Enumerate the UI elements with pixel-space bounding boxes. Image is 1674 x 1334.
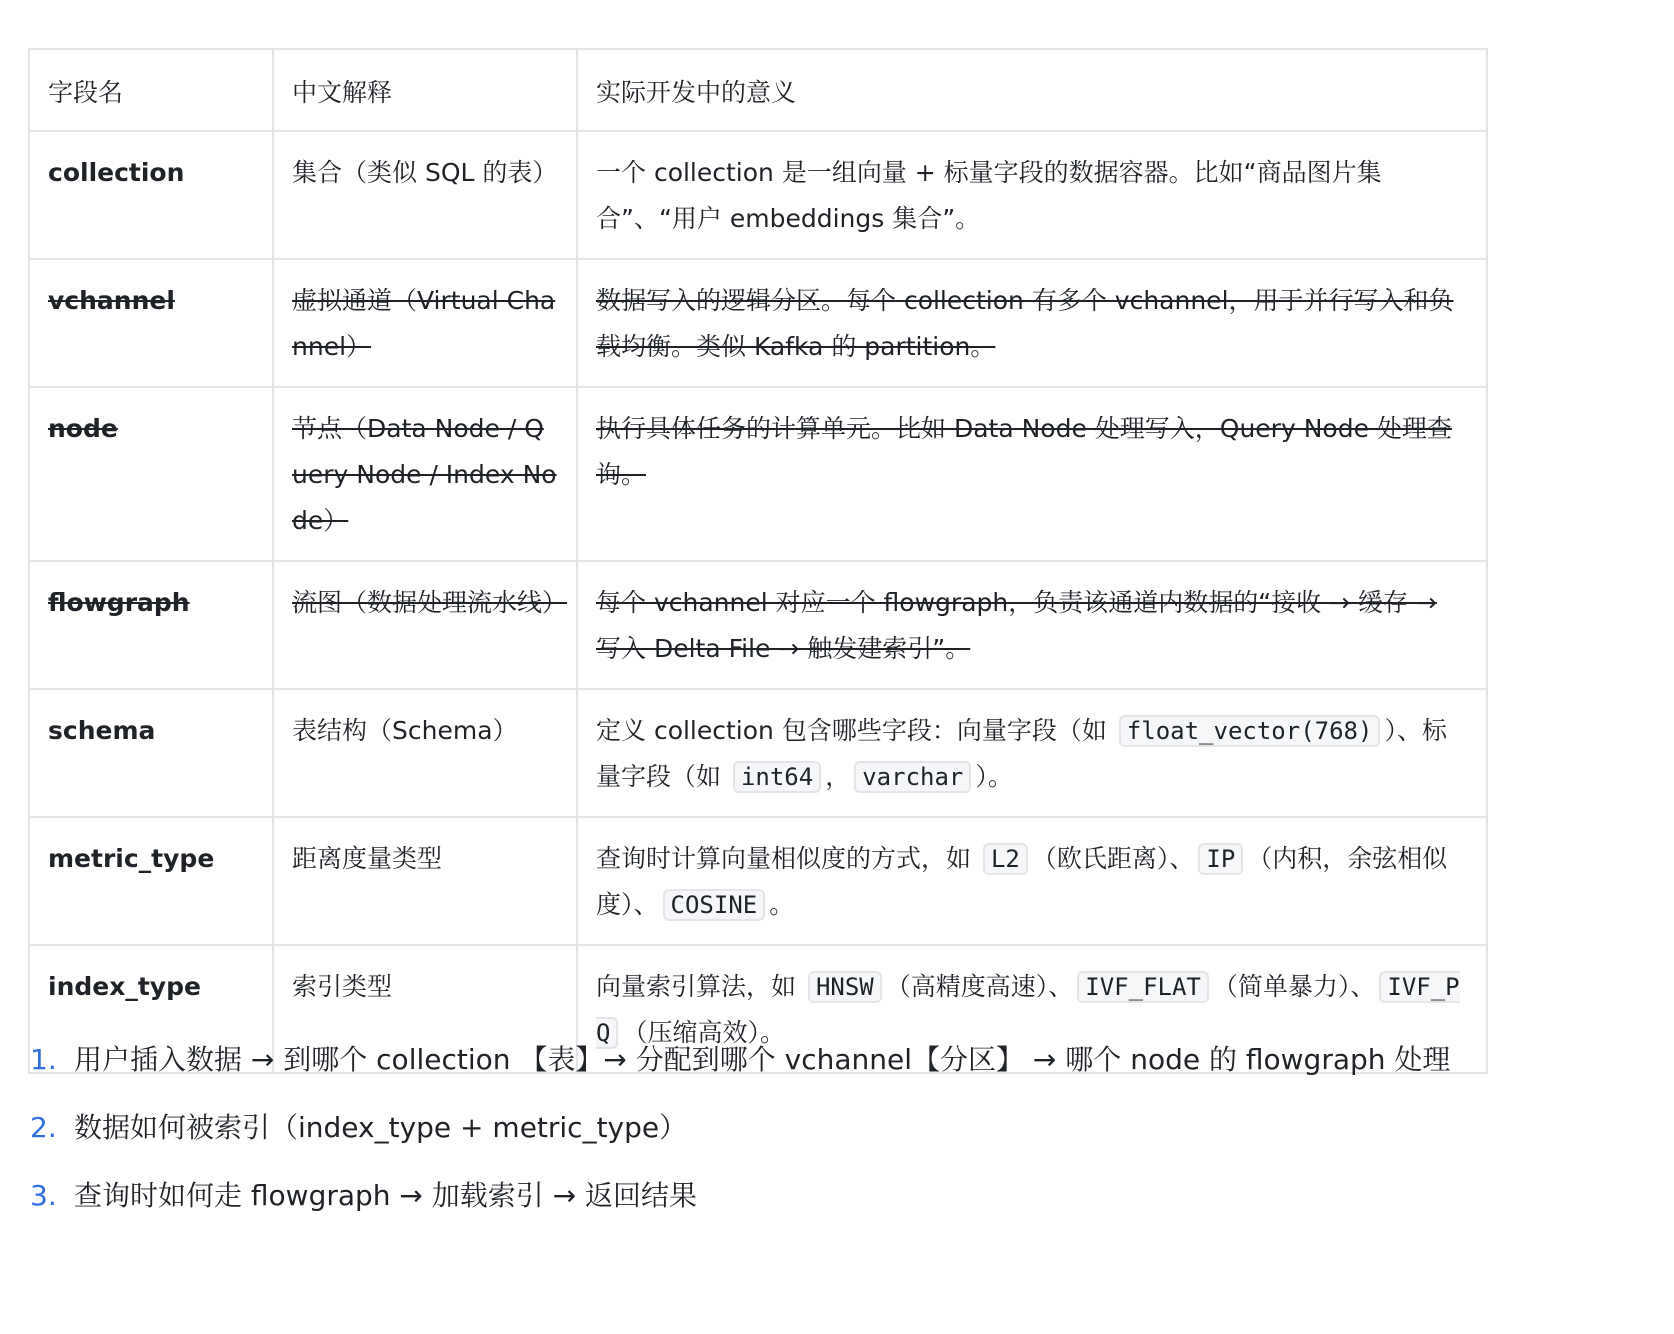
table-row — [29, 561, 1487, 689]
zh-cell: 距离度量类型 — [273, 817, 577, 945]
inline-code: IP — [1198, 843, 1243, 875]
header-cell-field: 字段名 — [29, 49, 273, 131]
zh-text: 节点（Data Node / Query Node / Index Node） — [292, 414, 557, 535]
table-row — [29, 387, 1487, 561]
header-cell-zh: 中文解释 — [273, 49, 577, 131]
meaning-text: 查询时计算向量相似度的方式，如 — [596, 844, 979, 873]
field-name-cell — [29, 387, 273, 561]
list-item — [30, 1108, 1450, 1148]
field-name-cell — [29, 817, 273, 945]
meaning-text: 执行具体任务的计算单元。比如 Data Node 处理写入，Query Node 处理查询。 — [596, 414, 1452, 489]
field-name: index_type — [48, 972, 201, 1001]
meaning-text: （压缩高效）。 — [622, 1018, 785, 1047]
table-row — [29, 259, 1487, 387]
zh-cell — [273, 259, 577, 387]
meaning-text: （高精度高速）、 — [885, 972, 1074, 1001]
header-cell-meaning: 实际开发中的意义 — [577, 49, 1487, 131]
list-item-text: 数据如何被索引（index_type + metric_type） — [74, 1111, 688, 1144]
inline-code: int64 — [733, 761, 821, 793]
table-row — [29, 817, 1487, 945]
meaning-text: ）。 — [975, 762, 1013, 791]
steps-list — [30, 1040, 1450, 1244]
meaning-text: 每个 vchannel 对应一个 flowgraph，负责该通道内数据的“接收 → 缓存 → 写入 Delta File → 触发建索引”。 — [596, 588, 1437, 663]
field-name-cell — [29, 561, 273, 689]
zh-cell: 表结构（Schema） — [273, 689, 577, 817]
field-name-cell — [29, 689, 273, 817]
table-row — [29, 131, 1487, 259]
field-name: collection — [48, 158, 185, 187]
inline-code: L2 — [983, 843, 1028, 875]
inline-code: float_vector(768) — [1119, 715, 1381, 747]
list-number: 2. — [30, 1111, 57, 1144]
field-name-cell — [29, 259, 273, 387]
zh-text: 虚拟通道（Virtual Channel） — [292, 286, 556, 361]
field-name: node — [48, 414, 118, 443]
meaning-text: 定义 collection 包含哪些字段：向量字段（如 — [596, 716, 1115, 745]
meaning-text: （欧氏距离）、 — [1031, 844, 1195, 873]
field-name: flowgraph — [48, 588, 190, 617]
meaning-text: 数据写入的逻辑分区。每个 collection 有多个 vchannel，用于并行写入和负载均衡。类似 Kafka 的 partition。 — [596, 286, 1454, 361]
list-item — [30, 1040, 1450, 1080]
inline-code: COSINE — [663, 889, 766, 921]
glossary-table — [28, 48, 1488, 1074]
zh-cell: 集合（类似 SQL 的表） — [273, 131, 577, 259]
meaning-cell: 一个 collection 是一组向量 + 标量字段的数据容器。比如“商品图片集合”、“用户 embeddings 集合”。 — [577, 131, 1487, 259]
meaning-cell — [577, 387, 1487, 561]
list-item-text: 查询时如何走 flowgraph → 加载索引 → 返回结果 — [74, 1179, 698, 1212]
list-item-text: 用户插入数据 → 到哪个 collection 【表】→ 分配到哪个 vchannel【分区】 → 哪个 node 的 flowgraph 处理 — [74, 1043, 1451, 1076]
field-name-cell — [29, 131, 273, 259]
meaning-text: （简单暴力）、 — [1212, 972, 1376, 1001]
zh-cell — [273, 561, 577, 689]
zh-cell — [273, 387, 577, 561]
meaning-text: 向量索引算法，如 — [596, 972, 804, 1001]
table-header-row — [29, 49, 1487, 131]
list-number: 1. — [30, 1043, 57, 1076]
list-number: 3. — [30, 1179, 57, 1212]
list-item — [30, 1176, 1450, 1216]
meaning-text: ）、标量字段（如 — [596, 716, 1447, 791]
zh-text: 流图（数据处理流水线） — [292, 588, 568, 617]
inline-code: HNSW — [808, 971, 882, 1003]
inline-code: varchar — [854, 761, 971, 793]
inline-code: IVF_FLAT — [1077, 971, 1209, 1003]
meaning-cell — [577, 689, 1487, 817]
zh-cell: 索引类型 — [273, 945, 577, 1073]
meaning-cell — [577, 259, 1487, 387]
meaning-text: ， — [825, 762, 851, 791]
meaning-cell — [577, 561, 1487, 689]
meaning-text: 。 — [769, 890, 795, 919]
table-row — [29, 689, 1487, 817]
field-name: vchannel — [48, 286, 175, 315]
meaning-text: （内积，余弦相似度）、 — [596, 844, 1448, 919]
meaning-cell — [577, 817, 1487, 945]
inline-code: IVF_PQ — [596, 973, 1460, 1047]
field-name: metric_type — [48, 844, 215, 873]
field-name: schema — [48, 716, 156, 745]
